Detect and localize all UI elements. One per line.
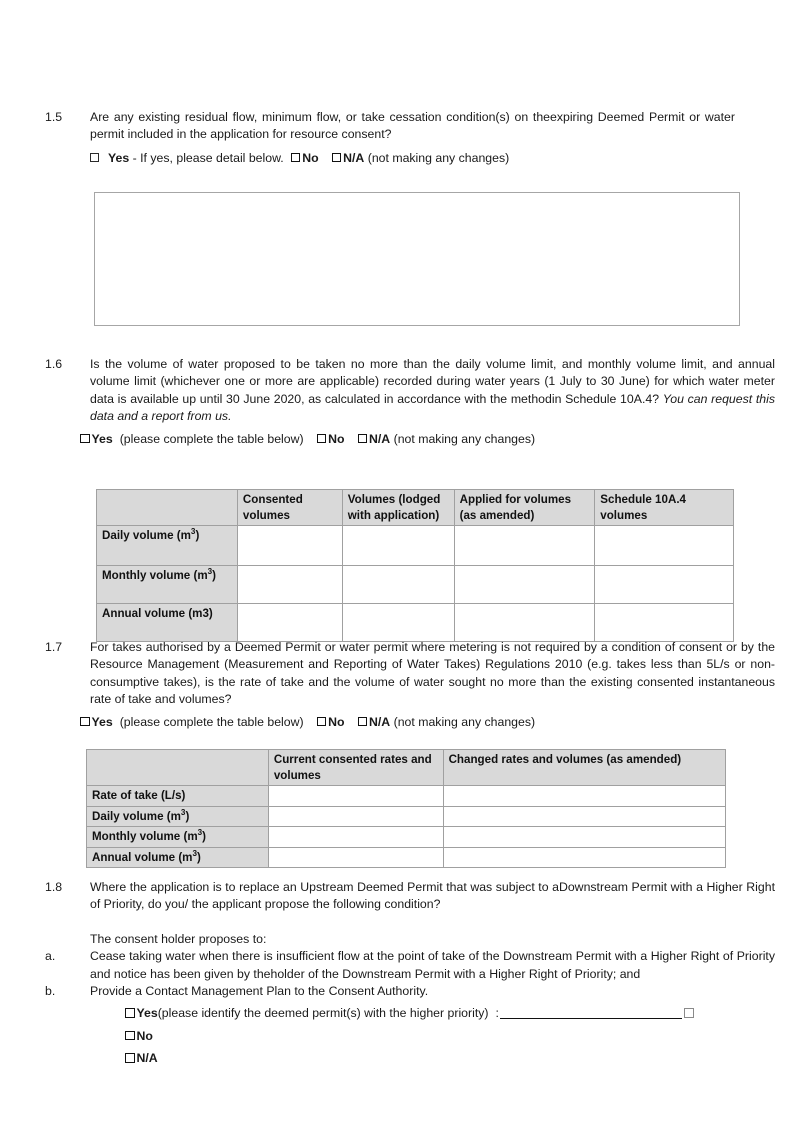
cell-monthly-consented[interactable] <box>237 566 342 604</box>
option-label-yes-1-7: Yes <box>91 714 113 729</box>
question-1-7-text: For takes authorised by a Deemed Permit or water permit where metering is not required by a condition of consent or by the Resource Management (Measurement and Reporting of Water Takes) Regulations 2010 (e.g. takes less than 5L/s or non-consumptive takes), is the rate of take and the volume of water sought no more than the existing consented instantaneous rate of take and volumes? <box>90 640 775 707</box>
cell-annual-consented[interactable] <box>237 604 342 642</box>
question-1-6-options <box>80 431 775 448</box>
cell-monthly-schedule[interactable] <box>595 566 734 604</box>
checkbox-yes-1-7[interactable] <box>80 717 90 727</box>
row-label-monthly-volume: Monthly volume $(m^3)$ <box>87 827 269 848</box>
checkbox-no-1-6[interactable] <box>317 434 327 444</box>
question-1-7-options <box>80 714 775 731</box>
list-item-text-b: Provide a Contact Management Plan to the Consent Authority. <box>90 984 429 999</box>
option-label-na-1-5: N/A <box>343 150 365 165</box>
table-header-row <box>87 750 726 786</box>
cell-daily-current[interactable] <box>268 806 443 827</box>
row-label-annual-volume: Annual volume (m3) <box>97 604 238 642</box>
cell-monthly-changed[interactable] <box>443 827 725 848</box>
col-header-schedule-10a4: Schedule 10A.4 volumes <box>595 490 734 526</box>
option-note-na-1-6: (not making any changes) <box>393 431 536 446</box>
cell-rate-changed[interactable] <box>443 786 725 807</box>
option-label-yes-1-6: Yes <box>91 431 113 446</box>
option-note-yes-1-5: - If yes, please detail below. <box>132 150 284 165</box>
table-row <box>87 827 726 848</box>
table-row <box>87 786 726 807</box>
row-label-daily-volume: Daily volume $(m^3)$ <box>87 806 269 827</box>
question-1-6 <box>45 356 775 448</box>
col-header-applied-for-volumes: Applied for volumes (as amended) <box>454 490 595 526</box>
row-label-monthly-volume: Monthly volume $(m^3)$ <box>97 566 238 604</box>
question-1-6-text-italic: You can request this data and a report from us. <box>90 391 775 424</box>
checkbox-na-1-7[interactable] <box>358 717 368 727</box>
option-row-no-1-8 <box>125 1028 775 1045</box>
col-header-volumes-lodged: Volumes (lodged with application) <box>342 490 454 526</box>
cell-daily-changed[interactable] <box>443 806 725 827</box>
table-row <box>97 526 734 566</box>
cell-annual-schedule[interactable] <box>595 604 734 642</box>
question-1-8-intro: The consent holder proposes to: <box>90 931 267 946</box>
checkbox-na-1-8[interactable] <box>125 1053 135 1063</box>
checkbox-na-1-6[interactable] <box>358 434 368 444</box>
cell-annual-applied[interactable] <box>454 604 595 642</box>
option-row-yes-1-8 <box>125 1005 775 1022</box>
row-label-rate-of-take: Rate of take (L/s) <box>87 786 269 807</box>
list-item <box>45 983 775 1000</box>
checkbox-yes-1-5[interactable] <box>90 153 99 162</box>
option-label-na-1-8: N/A <box>136 1051 158 1066</box>
cell-daily-applied[interactable] <box>454 526 595 566</box>
option-label-na-1-7: N/A <box>369 714 391 729</box>
cell-monthly-applied[interactable] <box>454 566 595 604</box>
question-1-6-text-main: Is the volume of water proposed to be taken no more than the daily volume limit, and monthly volume limit, and annual volume limit (whichever one or more are applicable) recorded during water years (1 July to 30 June) for which water meter data is available up until 30 June 2020, as calculated in accordance with the methodin Schedule 10A.4? <box>90 357 775 406</box>
rates-table-1-7 <box>86 749 726 868</box>
checkbox-yes-1-8[interactable] <box>125 1008 135 1018</box>
option-note-yes-1-7: (please complete the table below) <box>119 714 304 729</box>
cell-daily-schedule[interactable] <box>595 526 734 566</box>
col-header-blank <box>87 750 269 786</box>
question-1-5-text: Are any existing residual flow, minimum flow, or take cessation condition(s) on theexpiring Deemed Permit or water permit included in the application for resource consent? <box>90 110 735 142</box>
question-1-8-number: 1.8 <box>45 880 63 894</box>
col-header-changed-rates: Changed rates and volumes (as amended) <box>443 750 725 786</box>
checkbox-no-1-7[interactable] <box>317 717 327 727</box>
volumes-table-1-6 <box>96 489 734 642</box>
row-label-annual-volume: Annual volume $(m^3)$ <box>87 847 269 868</box>
row-label-daily-volume: Daily volume $(m^3)$ <box>97 526 238 566</box>
checkbox-yes-1-6[interactable] <box>80 434 90 444</box>
option-label-no-1-6: No <box>328 431 345 446</box>
question-1-5 <box>45 109 735 167</box>
option-label-no-1-5: No <box>302 150 319 165</box>
cell-daily-lodged[interactable] <box>342 526 454 566</box>
answer-textbox-1-5[interactable] <box>94 192 740 326</box>
question-1-7 <box>45 639 775 731</box>
checkbox-end-of-line-1-8[interactable] <box>684 1008 694 1018</box>
checkbox-na-1-5[interactable] <box>332 153 342 163</box>
table-row <box>97 566 734 604</box>
table-row <box>87 847 726 868</box>
question-1-5-options <box>90 150 735 167</box>
list-item-letter-b: b. <box>45 984 56 999</box>
option-label-yes-1-5: Yes <box>108 150 130 165</box>
cell-annual-current[interactable] <box>268 847 443 868</box>
option-label-na-1-6: N/A <box>369 431 391 446</box>
cell-annual-changed[interactable] <box>443 847 725 868</box>
col-header-current-consented: Current consented rates and volumes <box>268 750 443 786</box>
option-label-no-1-8: No <box>136 1028 153 1043</box>
cell-annual-lodged[interactable] <box>342 604 454 642</box>
question-1-7-number: 1.7 <box>45 640 63 654</box>
question-1-8 <box>45 879 775 1068</box>
cell-daily-consented[interactable] <box>237 526 342 566</box>
option-note-yes-1-8: (please identify the deemed permit(s) with the higher priority) <box>157 1006 489 1021</box>
question-1-8-sublist <box>45 948 775 1000</box>
cell-rate-current[interactable] <box>268 786 443 807</box>
option-note-na-1-7: (not making any changes) <box>393 714 536 729</box>
option-label-no-1-7: No <box>328 714 345 729</box>
checkbox-no-1-8[interactable] <box>125 1031 135 1041</box>
table-row <box>97 604 734 642</box>
option-note-na-1-5: (not making any changes) <box>367 150 510 165</box>
table-row <box>87 806 726 827</box>
question-1-5-number: 1.5 <box>45 110 63 124</box>
question-1-8-options <box>125 1005 775 1067</box>
table-header-row <box>97 490 734 526</box>
list-item-letter-a: a. <box>45 949 56 964</box>
col-header-consented-volumes: Consented volumes <box>237 490 342 526</box>
option-note-yes-1-6: (please complete the table below) <box>119 431 304 446</box>
col-header-blank <box>97 490 238 526</box>
cell-monthly-current[interactable] <box>268 827 443 848</box>
deemed-permit-input[interactable] <box>500 1006 682 1019</box>
option-label-yes-1-8: Yes <box>136 1006 158 1021</box>
option-row-na-1-8 <box>125 1050 775 1067</box>
option-colon-1-8: : <box>495 1006 499 1021</box>
checkbox-no-1-5[interactable] <box>291 153 301 163</box>
question-1-6-number: 1.6 <box>45 357 63 371</box>
list-item <box>45 948 775 983</box>
question-1-8-text: Where the application is to replace an Upstream Deemed Permit that was subject to aDownstream Permit with a Higher Right of Priority, do you/ the applicant propose the following condition? <box>90 880 775 912</box>
question-1-6-text <box>90 356 775 426</box>
list-item-text-a: Cease taking water when there is insufficient flow at the point of take of the Downstream Permit with a Higher Right of Priority and notice has been given by theholder of the Downstream Permit with a Higher Right of Priority; and <box>90 949 775 981</box>
cell-monthly-lodged[interactable] <box>342 566 454 604</box>
